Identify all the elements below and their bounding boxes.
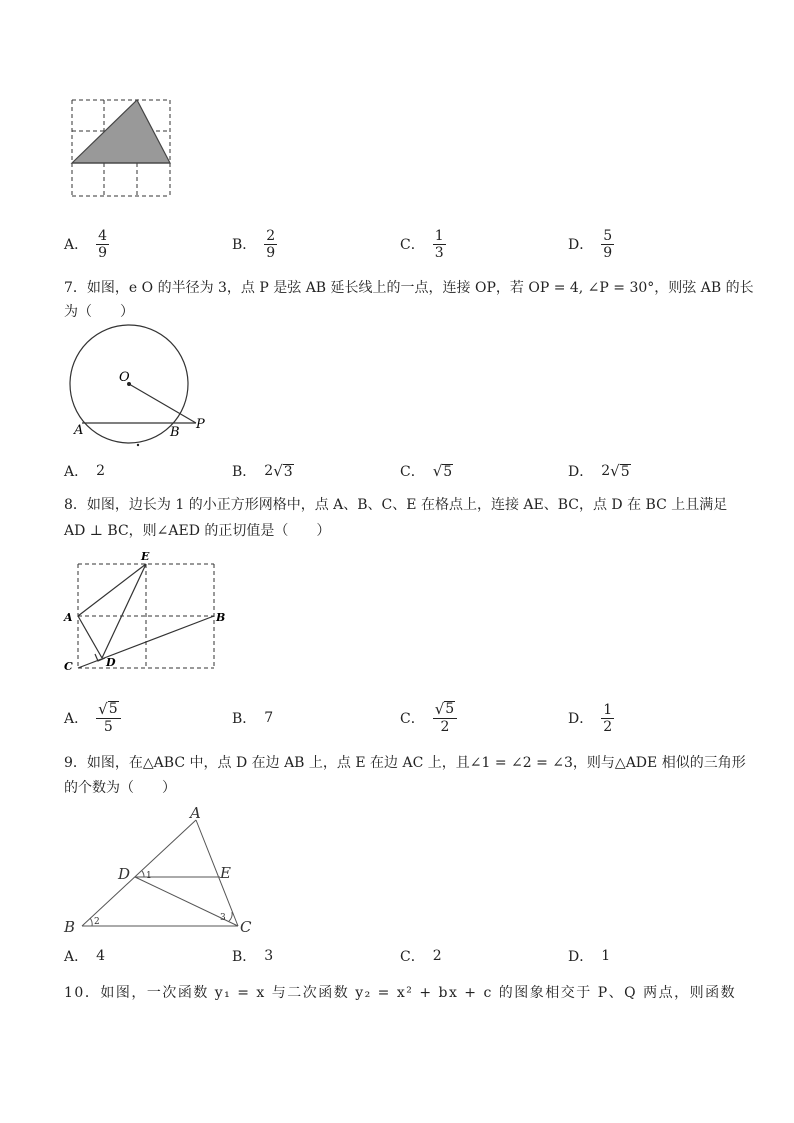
label-A: A — [64, 611, 73, 624]
label-P: P — [196, 417, 205, 432]
fraction: $\frac{1}{3}$ — [434, 227, 444, 261]
q7-options — [64, 451, 744, 491]
q9-stem-line1: 9．如图，在△ABC 中，点 D 在边 AB 上，点 E 在边 AC 上，且∠1 = ∠2 = ∠3，则与△ADE 相似的三角形 — [64, 755, 746, 771]
q8-stem-line2: AD ⊥ BC，则∠AED 的正切值是（ ） — [64, 523, 331, 539]
q6-option-d[interactable]: D． $\frac{5}{9}$ — [568, 227, 613, 261]
q7-stem-line2: 为（ ） — [64, 304, 134, 320]
q8-options — [64, 696, 744, 740]
label-B: B — [64, 918, 76, 936]
q7-stem-line1: 7．如图，e O 的半径为 3，点 P 是弦 AB 延长线上的一点，连接 OP，若 OP = 4, ∠P = 30°，则弦 AB 的长 — [64, 280, 754, 296]
q8-figure — [62, 548, 234, 672]
fraction: √ 5 5 — [96, 701, 120, 735]
q7-option-b[interactable]: B． 2 √ 3 — [232, 462, 293, 480]
fraction: $\frac{5}{9}$ — [603, 227, 613, 261]
label-B: B — [170, 425, 180, 440]
sqrt: √ 5 — [432, 462, 453, 480]
sqrt: √ 5 — [434, 700, 455, 718]
fraction: $\frac{1}{2}$ — [603, 701, 613, 735]
q6-option-a[interactable]: A． $\frac{4}{9}$ — [64, 227, 108, 261]
q9-option-a[interactable]: A． 4 — [64, 948, 106, 965]
sqrt: √ 3 — [273, 462, 293, 480]
q7-option-c[interactable]: C． √ 5 — [400, 462, 453, 480]
angle-2-label: 2 — [94, 917, 100, 927]
angle-3-label: 3 — [220, 913, 226, 923]
label-B: B — [216, 611, 226, 624]
fraction: $\frac{2}{9}$ — [266, 227, 276, 261]
q8-option-a[interactable]: A． √ 5 5 — [64, 696, 121, 740]
label-O: O — [119, 370, 130, 385]
fraction: √ 5 2 — [433, 701, 457, 735]
sqrt: √ 5 — [610, 462, 630, 480]
q9-option-d[interactable]: D． 1 — [568, 948, 611, 965]
label-C: C — [240, 918, 252, 936]
sqrt: √ 5 — [98, 700, 118, 718]
label-A: A — [190, 804, 201, 822]
q6-option-c[interactable]: C． $\frac{1}{3}$ — [400, 227, 444, 261]
label-C: C — [64, 660, 73, 672]
q9-option-c[interactable]: C． 2 — [400, 948, 442, 965]
q6-figure — [70, 98, 174, 200]
angle-1-label: 1 — [146, 871, 152, 881]
q9-options — [64, 936, 744, 976]
q7-figure — [64, 324, 214, 452]
q10-stem-line1: 10．如图，一次函数 y₁ = x 与二次函数 y₂ = x² + bx + c 的图象相交于 P、Q 两点，则函数 — [64, 985, 737, 1001]
q6-option-b[interactable]: B． $\frac{2}{9}$ — [232, 227, 276, 261]
q9-stem-line2: 的个数为（ ） — [64, 780, 176, 796]
q6-options — [64, 224, 744, 264]
q9-figure — [60, 804, 270, 936]
label-D: D — [118, 865, 131, 883]
q8-stem-line1: 8．如图，边长为 1 的小正方形网格中，点 A、B、C、E 在格点上，连接 AE、BC，点 D 在 BC 上且满足 — [64, 497, 728, 513]
q7-option-d[interactable]: D． 2 √ 5 — [568, 462, 630, 480]
fraction: $\frac{4}{9}$ — [98, 227, 108, 261]
q8-option-d[interactable]: D． $\frac{1}{2}$ — [568, 701, 613, 735]
q7-option-a[interactable]: A． 2 — [64, 463, 106, 480]
label-E: E — [141, 550, 150, 563]
label-E: E — [220, 864, 231, 882]
q9-option-b[interactable]: B． 3 — [232, 948, 274, 965]
label-D: D — [106, 656, 116, 669]
q8-option-c[interactable]: C． √ 5 2 — [400, 696, 457, 740]
label-A: A — [74, 423, 84, 438]
q8-option-b[interactable]: B． 7 — [232, 710, 274, 727]
